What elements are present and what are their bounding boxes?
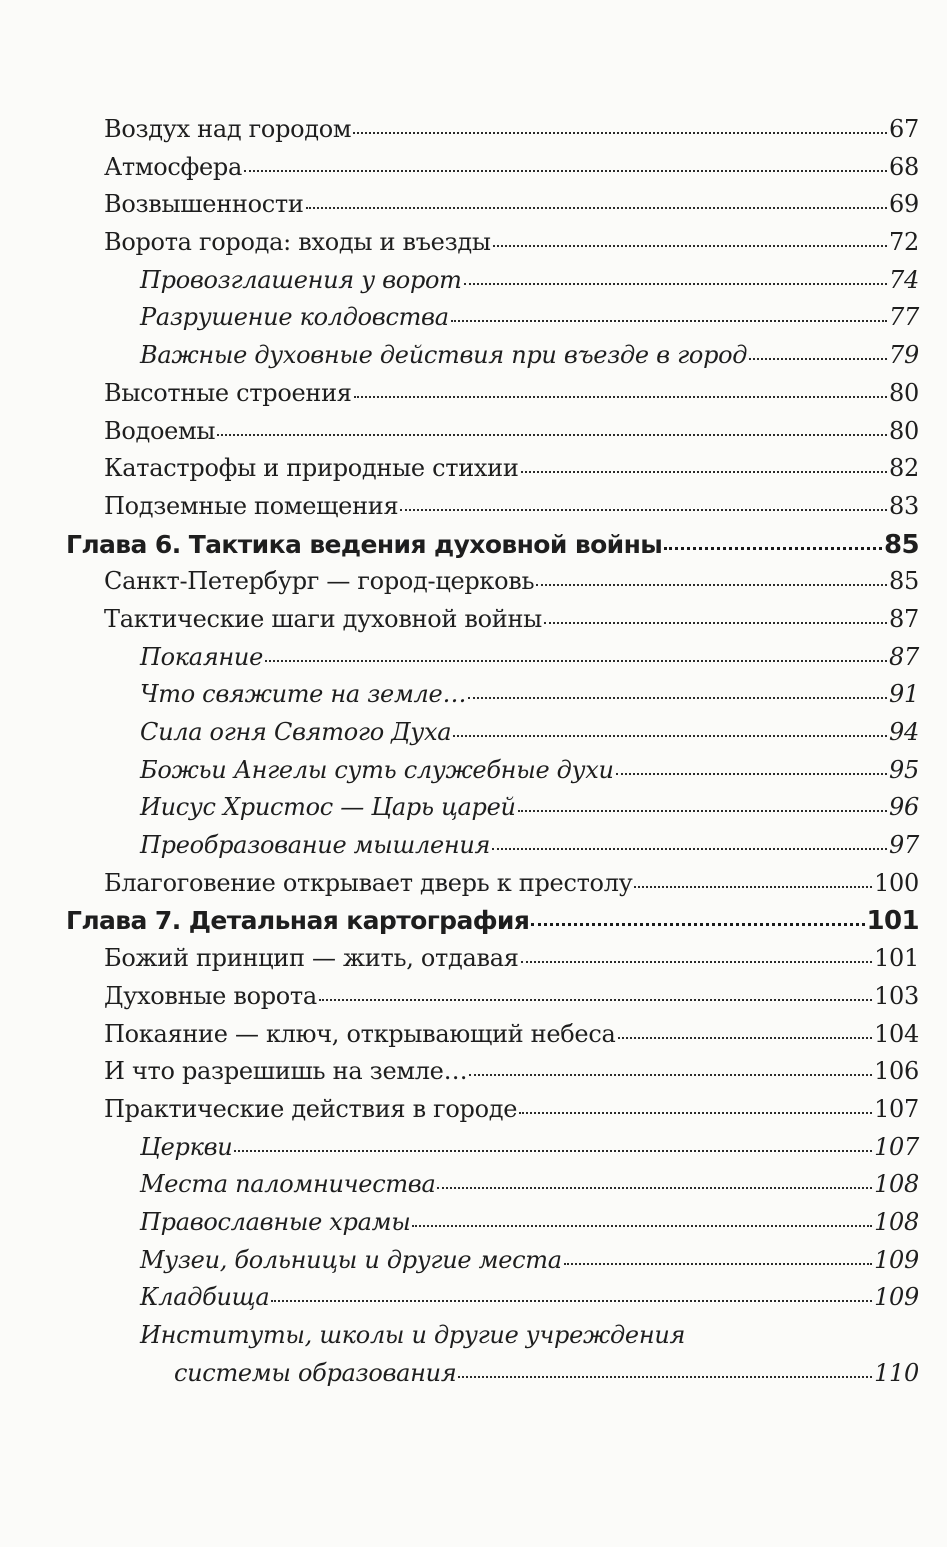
- toc-page-number: 108: [874, 1207, 919, 1236]
- dot-leader: [319, 999, 872, 1001]
- toc-entry-title: Глава 7. Детальная картография: [66, 906, 530, 936]
- dot-leader: [217, 434, 887, 436]
- toc-page-number: 87: [889, 604, 919, 633]
- toc-page-number: 106: [874, 1057, 919, 1086]
- dot-leader: [234, 1150, 872, 1152]
- dot-leader: [244, 170, 887, 172]
- dot-leader: [271, 1300, 872, 1302]
- toc-entry: [104, 1057, 919, 1095]
- toc-entry: [140, 793, 919, 831]
- dot-leader: [451, 320, 887, 322]
- dot-leader: [521, 471, 887, 473]
- toc-entry: [104, 379, 919, 417]
- dot-leader: [492, 848, 887, 850]
- dot-leader: [464, 283, 887, 285]
- toc-page-number: 87: [889, 642, 919, 671]
- toc-entry: [140, 1133, 919, 1171]
- toc-entry-title: Места паломничества: [140, 1170, 436, 1199]
- toc-entry: [140, 303, 919, 341]
- toc-page-number: 67: [889, 115, 919, 143]
- toc-entry: [104, 228, 919, 266]
- toc-entry-title: Покаяние — ключ, открывающий небеса: [104, 1019, 616, 1048]
- dot-leader: [531, 923, 864, 926]
- toc-page-number: 101: [874, 944, 919, 973]
- toc-page-number: 108: [874, 1170, 919, 1199]
- dot-leader: [469, 1074, 872, 1076]
- toc-entry-title: Церкви: [140, 1132, 233, 1161]
- toc-page-number: 109: [874, 1245, 919, 1274]
- dot-leader: [493, 245, 887, 247]
- dot-leader: [458, 1376, 872, 1378]
- dot-leader: [354, 396, 887, 398]
- toc-entry: [104, 605, 919, 643]
- toc-entry-title: Подземные помещения: [104, 491, 399, 520]
- toc-page-number: 107: [874, 1094, 919, 1123]
- toc-entry: [140, 1321, 919, 1359]
- dot-leader: [519, 1112, 872, 1114]
- toc-page-number: 107: [874, 1132, 919, 1161]
- toc-entry-title: Музеи, больницы и другие места: [140, 1245, 562, 1274]
- dot-leader: [521, 961, 873, 963]
- toc-entry: [104, 567, 919, 605]
- toc-page-number: 104: [874, 1019, 919, 1048]
- dot-leader: [616, 773, 887, 775]
- dot-leader: [468, 697, 887, 699]
- table-of-contents: [0, 115, 947, 1396]
- dot-leader: [634, 886, 872, 888]
- toc-entry: [140, 1246, 919, 1284]
- toc-page-number: 80: [889, 416, 919, 445]
- toc-entry-title: Преобразование мышления: [140, 831, 491, 860]
- toc-page-number: 77: [889, 303, 919, 332]
- toc-entry: [104, 492, 919, 530]
- toc-entry: [140, 643, 919, 681]
- toc-entry-title: Тактические шаги духовной войны: [104, 604, 542, 633]
- toc-entry: [104, 1020, 919, 1058]
- dot-leader: [564, 1263, 872, 1265]
- toc-entry-title: Что свяжите на земле…: [140, 680, 467, 709]
- toc-entry-title: Водоемы: [104, 416, 216, 445]
- toc-page-number: 68: [889, 152, 919, 181]
- toc-page-number: 100: [874, 868, 919, 897]
- toc-entry: [174, 1359, 919, 1397]
- dot-leader: [306, 207, 887, 209]
- toc-entry-title: Атмосфера: [104, 152, 242, 181]
- dot-leader: [353, 132, 887, 134]
- toc-entry: [104, 454, 919, 492]
- toc-entry-title: Практические действия в городе: [104, 1094, 518, 1123]
- toc-entry: [104, 1095, 919, 1133]
- toc-entry-title: Институты, школы и другие учреждения: [140, 1321, 686, 1349]
- toc-entry-title: Высотные строения: [104, 378, 352, 407]
- toc-entry: [104, 944, 919, 982]
- toc-entry-title: Важные духовные действия при въезде в город: [140, 341, 748, 370]
- toc-page-number: 97: [889, 831, 919, 860]
- toc-entry: [104, 190, 919, 228]
- toc-page-number: 109: [874, 1283, 919, 1312]
- toc-page-number: 74: [889, 265, 919, 294]
- toc-page-number: 83: [889, 491, 919, 520]
- toc-entry-title: Кладбища: [140, 1283, 270, 1312]
- toc-page-number: 80: [889, 378, 919, 407]
- toc-chapter-entry: [66, 906, 919, 944]
- toc-page-number: 110: [874, 1358, 919, 1387]
- toc-entry: [104, 982, 919, 1020]
- toc-page-number: 101: [866, 906, 919, 937]
- toc-entry: [140, 1170, 919, 1208]
- toc-entry: [140, 718, 919, 756]
- toc-entry-title: Сила огня Святого Духа: [140, 718, 452, 746]
- toc-chapter-entry: [66, 530, 919, 568]
- toc-entry: [104, 417, 919, 455]
- toc-entry-title: Разрушение колдовства: [140, 303, 449, 332]
- toc-entry: [140, 680, 919, 718]
- toc-entry-title: Глава 6. Тактика ведения духовной войны: [66, 529, 663, 559]
- toc-entry: [140, 1283, 919, 1321]
- toc-entry-title: Божий принцип — жить, отдавая: [104, 944, 519, 973]
- toc-page-number: 103: [874, 981, 919, 1010]
- toc-page-number: 95: [889, 755, 919, 784]
- toc-page-number: 82: [889, 454, 919, 483]
- toc-entry-title: системы образования: [174, 1358, 457, 1387]
- toc-entry-title: Возвышенности: [104, 190, 304, 219]
- dot-leader: [618, 1037, 873, 1039]
- toc-entry-title: Воздух над городом: [104, 115, 352, 143]
- toc-page-number: 72: [889, 228, 919, 257]
- toc-entry-title: Провозглашения у ворот: [140, 265, 462, 294]
- dot-leader: [664, 547, 882, 550]
- toc-page-number: 79: [889, 341, 919, 370]
- dot-leader: [412, 1225, 872, 1227]
- dot-leader: [400, 509, 887, 511]
- toc-entry: [140, 831, 919, 869]
- toc-page-number: 94: [889, 718, 919, 746]
- toc-entry-title: И что разрешишь на земле…: [104, 1057, 468, 1086]
- toc-entry-title: Ворота города: входы и въезды: [104, 228, 491, 257]
- dot-leader: [518, 810, 887, 812]
- toc-page-number: 85: [884, 529, 919, 560]
- toc-entry: [140, 341, 919, 379]
- toc-entry: [140, 756, 919, 794]
- toc-entry: [104, 115, 919, 153]
- toc-page-number: 96: [889, 793, 919, 822]
- toc-entry-title: Санкт-Петербург — город-церковь: [104, 567, 535, 596]
- toc-entry: [104, 869, 919, 907]
- dot-leader: [453, 735, 887, 737]
- dot-leader: [536, 584, 887, 586]
- toc-entry: [140, 1208, 919, 1246]
- toc-entry-title: Катастрофы и природные стихии: [104, 454, 519, 483]
- toc-page-number: 91: [889, 680, 919, 709]
- dot-leader: [544, 622, 887, 624]
- toc-entry-title: Духовные ворота: [104, 981, 317, 1010]
- toc-page-number: 85: [889, 567, 919, 596]
- toc-entry: [104, 153, 919, 191]
- dot-leader: [749, 358, 887, 360]
- dot-leader: [265, 660, 887, 662]
- toc-entry: [140, 266, 919, 304]
- toc-entry-title: Благоговение открывает дверь к престолу: [104, 868, 633, 897]
- toc-page-number: 69: [889, 190, 919, 219]
- toc-entry-title: Иисус Христос — Царь царей: [140, 793, 516, 822]
- dot-leader: [437, 1187, 872, 1189]
- toc-entry-title: Божьи Ангелы суть служебные духи: [140, 755, 614, 784]
- toc-entry-title: Православные храмы: [140, 1207, 411, 1236]
- toc-entry-title: Покаяние: [140, 642, 263, 671]
